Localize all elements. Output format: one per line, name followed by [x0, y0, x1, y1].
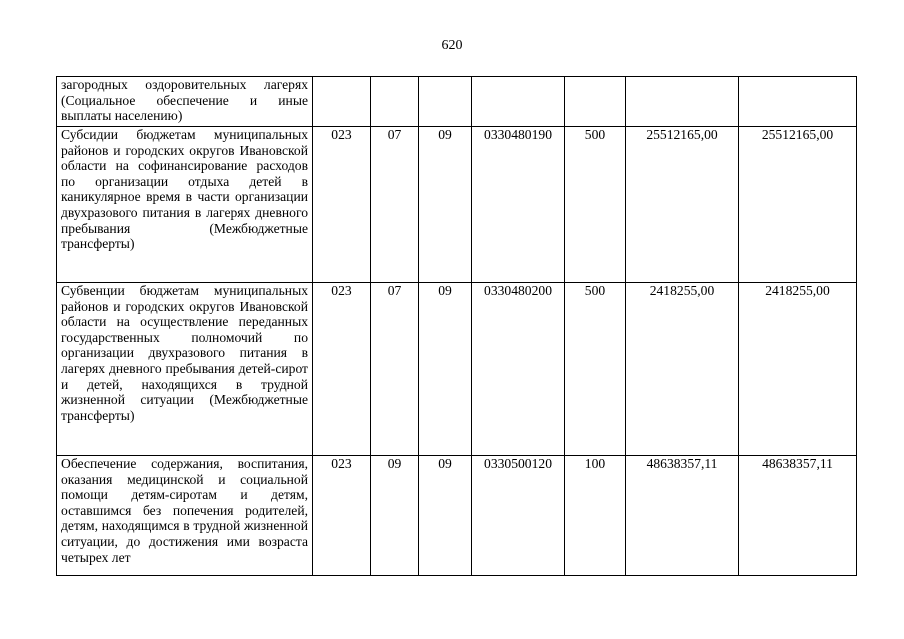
section-code: 07 — [371, 283, 419, 456]
amount-second — [739, 77, 857, 127]
target-article-code — [472, 77, 565, 127]
ministry-code: 023 — [313, 127, 371, 283]
table-row — [57, 127, 857, 283]
table-row — [57, 77, 857, 127]
page-number: 620 — [441, 38, 463, 53]
section-code — [371, 77, 419, 127]
expense-type-code: 500 — [565, 127, 626, 283]
target-article-code: 0330480190 — [472, 127, 565, 283]
amount-first: 25512165,00 — [626, 127, 739, 283]
section-code: 09 — [371, 456, 419, 576]
row-description: Субсидии бюджетам муниципальных районов и городских округов Ивановской области на софинансирование расходов по организации отдыха детей в каникулярное время в части организации двухразового питания в лагерях дневного пребывания (Межбюджетные трансферты) — [57, 127, 313, 283]
target-article-code: 0330480200 — [472, 283, 565, 456]
row-description: Обеспечение содержания, воспитания, оказания медицинской и социальной помощи детям-сиротам и детям, оставшимся без попечения родителей, детям, находящимся в трудной жизненной ситуации, до достижения ими возраста четырех лет — [57, 456, 313, 576]
amount-second: 25512165,00 — [739, 127, 857, 283]
table-row — [57, 283, 857, 456]
ministry-code: 023 — [313, 456, 371, 576]
expense-type-code — [565, 77, 626, 127]
subsection-code: 09 — [419, 283, 472, 456]
ministry-code — [313, 77, 371, 127]
target-article-code: 0330500120 — [472, 456, 565, 576]
subsection-code: 09 — [419, 456, 472, 576]
row-description: Субвенции бюджетам муниципальных районов и городских округов Ивановской области на осуществление переданных государственных полномочий по организации двухразового питания в лагерях дневного пребывания детей-сирот и детей, находящихся в трудной жизненной ситуации (Межбюджетные трансферты) — [57, 283, 313, 456]
budget-table — [56, 76, 857, 576]
amount-second: 48638357,11 — [739, 456, 857, 576]
subsection-code: 09 — [419, 127, 472, 283]
amount-first: 48638357,11 — [626, 456, 739, 576]
ministry-code: 023 — [313, 283, 371, 456]
table-row — [57, 456, 857, 576]
row-description: загородных оздоровительных лагерях (Социальное обеспечение и иные выплаты населению) — [57, 77, 313, 127]
amount-first: 2418255,00 — [626, 283, 739, 456]
amount-first — [626, 77, 739, 127]
amount-second: 2418255,00 — [739, 283, 857, 456]
expense-type-code: 100 — [565, 456, 626, 576]
section-code: 07 — [371, 127, 419, 283]
expense-type-code: 500 — [565, 283, 626, 456]
subsection-code — [419, 77, 472, 127]
